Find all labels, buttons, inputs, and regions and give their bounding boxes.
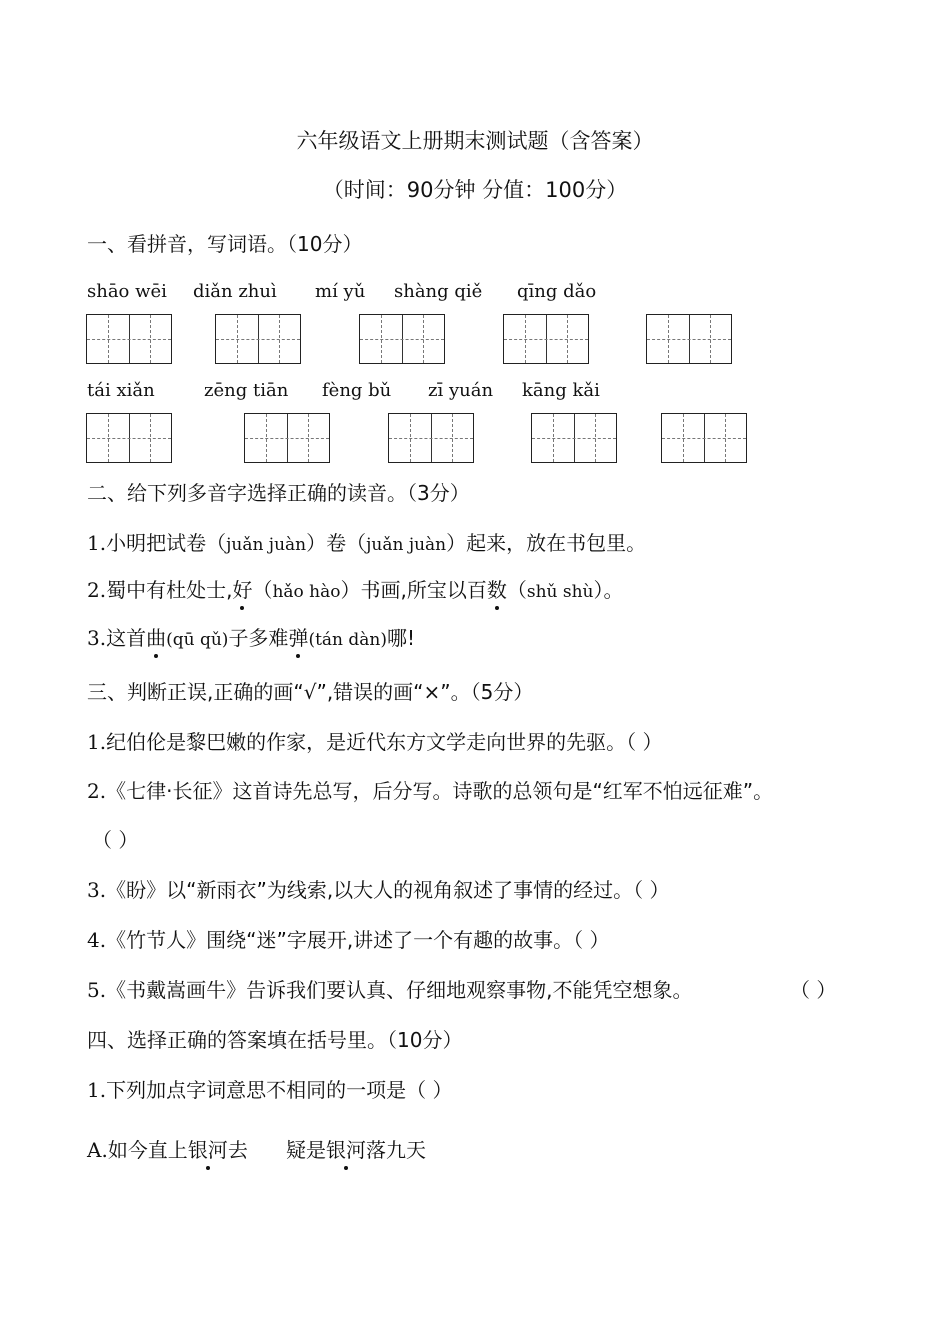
statement-5: 5.《书戴嵩画牛》告诉我们要认真、仔细地观察事物,不能凭空想象。 xyxy=(87,978,693,1002)
answer-grid[interactable] xyxy=(215,314,301,364)
emphasis-char: 弹 xyxy=(288,622,308,651)
emphasis-char: 好 xyxy=(232,574,252,603)
section2-heading: 二、给下列多音字选择正确的读音。（3分） xyxy=(87,481,470,505)
statement-4: 4.《竹节人》围绕“迷”字展开,讲述了一个有趣的故事。（ ） xyxy=(87,928,610,952)
answer-grid[interactable] xyxy=(86,413,172,463)
emphasis-word: 银河 xyxy=(326,1134,366,1163)
statement-1: 1.纪伯伦是黎巴嫩的作家，是近代东方文学走向世界的先驱。（ ） xyxy=(87,730,663,754)
answer-grid[interactable] xyxy=(661,413,747,463)
emphasis-char: 数 xyxy=(487,574,507,603)
section1-heading: 一、看拼音，写词语。（10分） xyxy=(87,232,363,256)
question-4-1: 1.下列加点字词意思不相同的一项是（ ） xyxy=(87,1078,453,1102)
answer-grid[interactable] xyxy=(359,314,445,364)
page-subtitle: （时间：90分钟 分值：100分） xyxy=(322,178,628,202)
option-a: A.如今直上银河去 疑是银河落九天 xyxy=(87,1134,426,1163)
pinyin-2: diǎn zhuì xyxy=(193,281,277,302)
emphasis-word: 银河 xyxy=(188,1134,228,1163)
section4-heading: 四、选择正确的答案填在括号里。（10分） xyxy=(87,1028,463,1052)
pinyin-9: zī yuán xyxy=(428,380,494,401)
section3-heading: 三、判断正误,正确的画“√”,错误的画“×”。（5分） xyxy=(87,680,534,704)
pinyin-8: fèng bǔ xyxy=(322,380,392,401)
answer-grid[interactable] xyxy=(531,413,617,463)
question-2-3: 3.这首曲(qū qǔ)子多难弹(tán dàn)哪! xyxy=(87,622,415,651)
answer-grid[interactable] xyxy=(244,413,330,463)
pinyin-3: mí yǔ xyxy=(315,281,366,302)
question-2-1: 1.小明把试卷（juǎn juàn）卷（juǎn juàn）起来，放在书包里。 xyxy=(87,531,647,555)
statement-5-blank: （ ） xyxy=(790,978,837,1002)
pinyin-5: qīng dǎo xyxy=(517,281,597,302)
pinyin-6: tái xiǎn xyxy=(87,380,155,401)
statement-3: 3.《盼》以“新雨衣”为线索,以大人的视角叙述了事情的经过。（ ） xyxy=(87,878,670,902)
page-title: 六年级语文上册期末测试题（含答案） xyxy=(296,129,654,153)
answer-grid[interactable] xyxy=(388,413,474,463)
answer-grid[interactable] xyxy=(503,314,589,364)
pinyin-1: shāo wēi xyxy=(87,281,167,302)
statement-2-blank: （ ） xyxy=(92,828,139,852)
pinyin-7: zēng tiān xyxy=(204,380,289,401)
answer-grid[interactable] xyxy=(646,314,732,364)
question-2-2: 2.蜀中有杜处士,好（hǎo hào）书画,所宝以百数（shǔ shù）。 xyxy=(87,574,624,603)
emphasis-char: 曲 xyxy=(146,622,166,651)
answer-grid[interactable] xyxy=(86,314,172,364)
pinyin-4: shàng qiě xyxy=(394,281,483,302)
pinyin-10: kāng kǎi xyxy=(522,380,600,401)
statement-2: 2.《七律·长征》这首诗先总写，后分写。诗歌的总领句是“红军不怕远征难”。 xyxy=(87,779,774,803)
